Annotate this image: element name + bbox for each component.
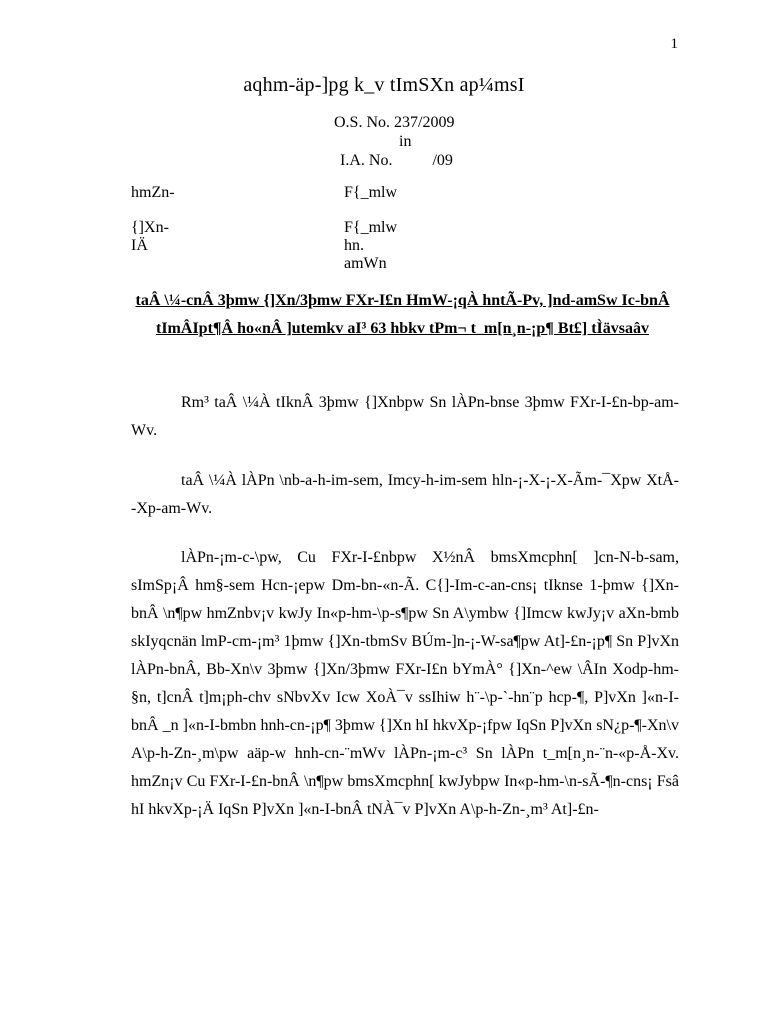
paragraph: [131, 389, 679, 445]
party-name: F{_mlw: [344, 184, 398, 201]
paragraph: [131, 544, 679, 824]
case-in: in: [399, 133, 412, 150]
os-number: O.S. No. 237/2009: [334, 114, 455, 131]
page-number: 1: [670, 36, 678, 52]
paragraph: [131, 467, 679, 523]
ia-number: I.A. No. /09: [340, 152, 453, 169]
party-name: F{_mlw hn. amWn: [344, 219, 398, 272]
paragraph-text: Rm³ taÂ \¼À tIknÂ 3þmw {]Xnbpw Sn lÀPn-bnse 3þmw FXr-I-£n-bp-am-Wv.: [131, 394, 679, 439]
paragraph-text: lÀPn-¡m-c-\pw, Cu FXr-I-£nbpw X½nÂ bmsXmcphn[ ]cn-N-b-sam, sImSp¡Â hm§-sem Hcn-¡epw Dm-bn-«n-Ã. C{]-Im-c-an-cns¡ tIknse 1-þmw {]Xn-bnÂ \n¶pw hmZnbv¡v kwJy In«p-hm-\p-s¶pw Sn A\ymbw {]Imcw kwJy¡v aXn-bmb skIyqcnän lmP-cm-¡m³ 1þmw {]Xn-tbmSv BÚm-]n-¡-W-sa¶pw At]-£n-¡p¶ Sn P]vXn lÀPn-bnÂ, Bb-Xn\v 3þmw {]Xn/3þmw FXr-I£n bYmÀ° {]Xn-^ew \ÂIn Xodp-hm-§n, t]cnÂ t]m¡ph-chv sNbvXv Icw XoÀ¯v ssIhiw h¨-\p-`-hn¨p hcp-¶, P]vXn ]«n-I-bnÂ _n ]«n-I-bmbn hnh-cn-¡p¶ 3þmw {]Xn hI hkvXp-¡fpw IqSn P]vXn sN¿p-¶-Xn\v A\p-h-Zn-¸m\pw aäp-w hnh-cn-¨mWv lÀPn-¡m-c³ Sn lÀPn t_m[n¸n-¨n-«p-Å-Xv. hmZn¡v Cu FXr-I-£n-bnÂ \n¶pw bmsXmcphn[ kwJybpw In«p-hm-\n-sÃ-¶n-cns¡ Fsâ hI hkvXp-¡Ä IqSn P]vXn ]«n-I-bnÂ tNÀ¯v P]vXn A\p-h-Zn-¸m³ At]-£n-: [131, 549, 679, 818]
party-role: {]Xn-IÄ: [131, 219, 169, 254]
party-role: hmZn-: [131, 184, 175, 201]
document-title: aqhm-äp-]pg k_v tImSXn ap¼msI: [243, 74, 525, 96]
paragraph-text: taÂ \¼À lÀPn \nb-a-h-im-sem, Imcy-h-im-sem hln-¡-X-¡-X-Ãm-¯Xpw XtÅ--Xp-am-Wv.: [131, 472, 679, 517]
subject-heading: taÂ \¼-cnÂ 3þmw {]Xn/3þmw FXr-I£n HmW-¡qÀ hntÃ-Pv, ]nd-amSw Ic-bnÂ tImÂIpt¶Â ho«nÂ ]utemkv aI³ 63 hbkv tPm¬ t_m[n¸n-¡p¶ Bt£] tÌävsaâv: [135, 292, 670, 337]
